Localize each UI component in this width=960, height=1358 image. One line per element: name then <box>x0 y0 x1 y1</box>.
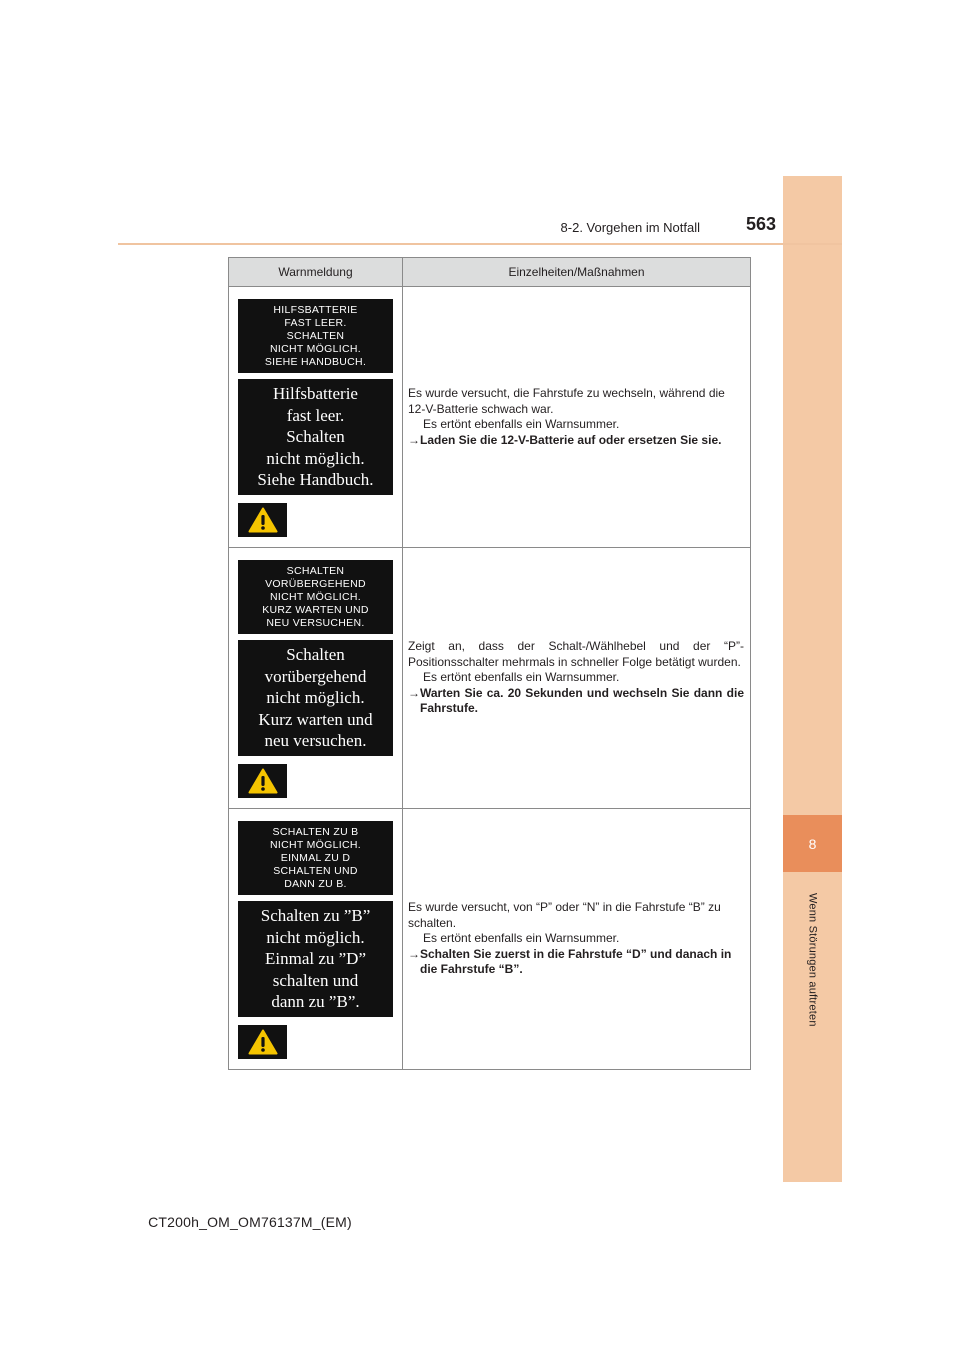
detail-description: Zeigt an, dass der Schalt-/Wählhebel und der “P”-Positionsschalter mehrmals in schneller Folge betätigt wurden. <box>408 639 744 669</box>
display-message-caps: HILFSBATTERIE FAST LEER. SCHALTEN NICHT MÖGLICH. SIEHE HANDBUCH. <box>238 299 393 373</box>
detail-note: Es ertönt ebenfalls ein Warnsummer. <box>423 670 620 685</box>
display-message-large: Schalten vorübergehend nicht möglich. Kurz warten und neu versuchen. <box>238 640 393 756</box>
detail-action: → Warten Sie ca. 20 Sekunden und wechseln Sie dann die Fahrstufe. <box>408 685 744 716</box>
warning-message-cell <box>229 548 403 809</box>
warning-triangle-icon <box>238 1025 287 1059</box>
display-message-large: Schalten zu ”B” nicht möglich. Einmal zu ”D” schalten und dann zu ”B”. <box>238 901 393 1017</box>
page-number: 563 <box>745 214 776 234</box>
detail-note: Es ertönt ebenfalls ein Warnsummer. <box>423 931 620 946</box>
chapter-title <box>783 880 842 1040</box>
display-message-caps: SCHALTEN ZU B NICHT MÖGLICH. EINMAL ZU D SCHALTEN UND DANN ZU B. <box>238 821 393 895</box>
header-divider <box>118 243 842 245</box>
display-message-large: Hilfsbatterie fast leer. Schalten nicht möglich. Siehe Handbuch. <box>238 379 393 495</box>
table-row <box>229 809 751 1070</box>
detail-action: → Schalten Sie zuerst in die Fahrstufe “D” und danach in die Fahrstufe “B”. <box>408 946 732 977</box>
table-row <box>229 287 751 548</box>
column-header-details: Einzelheiten/Maßnahmen <box>403 258 751 287</box>
warning-message-cell <box>229 287 403 548</box>
arrow-icon: → <box>408 685 420 700</box>
display-message-caps: SCHALTEN VORÜBERGEHEND NICHT MÖGLICH. KURZ WARTEN UND NEU VERSUCHEN. <box>238 560 393 634</box>
details-cell <box>403 548 751 809</box>
document-code: CT200h_OM_OM76137M_(EM) <box>148 1214 352 1230</box>
table-header-row <box>229 258 751 287</box>
warning-message-cell <box>229 809 403 1070</box>
column-header-warning: Warnmeldung <box>229 258 403 287</box>
chapter-title-text: Wenn Störungen auftreten <box>806 893 819 1027</box>
detail-action: → Laden Sie die 12-V-Batterie auf oder ersetzen Sie sie. <box>408 432 722 447</box>
section-title: 8-2. Vorgehen im Notfall <box>560 220 700 235</box>
arrow-icon: → <box>408 432 420 447</box>
arrow-icon: → <box>408 946 420 961</box>
warning-table <box>228 257 751 1070</box>
chapter-number: 8 <box>783 815 842 872</box>
details-cell <box>403 809 751 1070</box>
detail-description: Es wurde versucht, die Fahrstufe zu wechseln, während die 12-V-Batterie schwach war. <box>408 386 725 416</box>
warning-triangle-icon <box>238 503 287 537</box>
detail-description: Es wurde versucht, von “P” oder “N” in die Fahrstufe “B” zu schalten. <box>408 900 721 930</box>
detail-note: Es ertönt ebenfalls ein Warnsummer. <box>423 417 620 431</box>
details-cell <box>403 287 751 548</box>
table-row <box>229 548 751 809</box>
warning-triangle-icon <box>238 764 287 798</box>
